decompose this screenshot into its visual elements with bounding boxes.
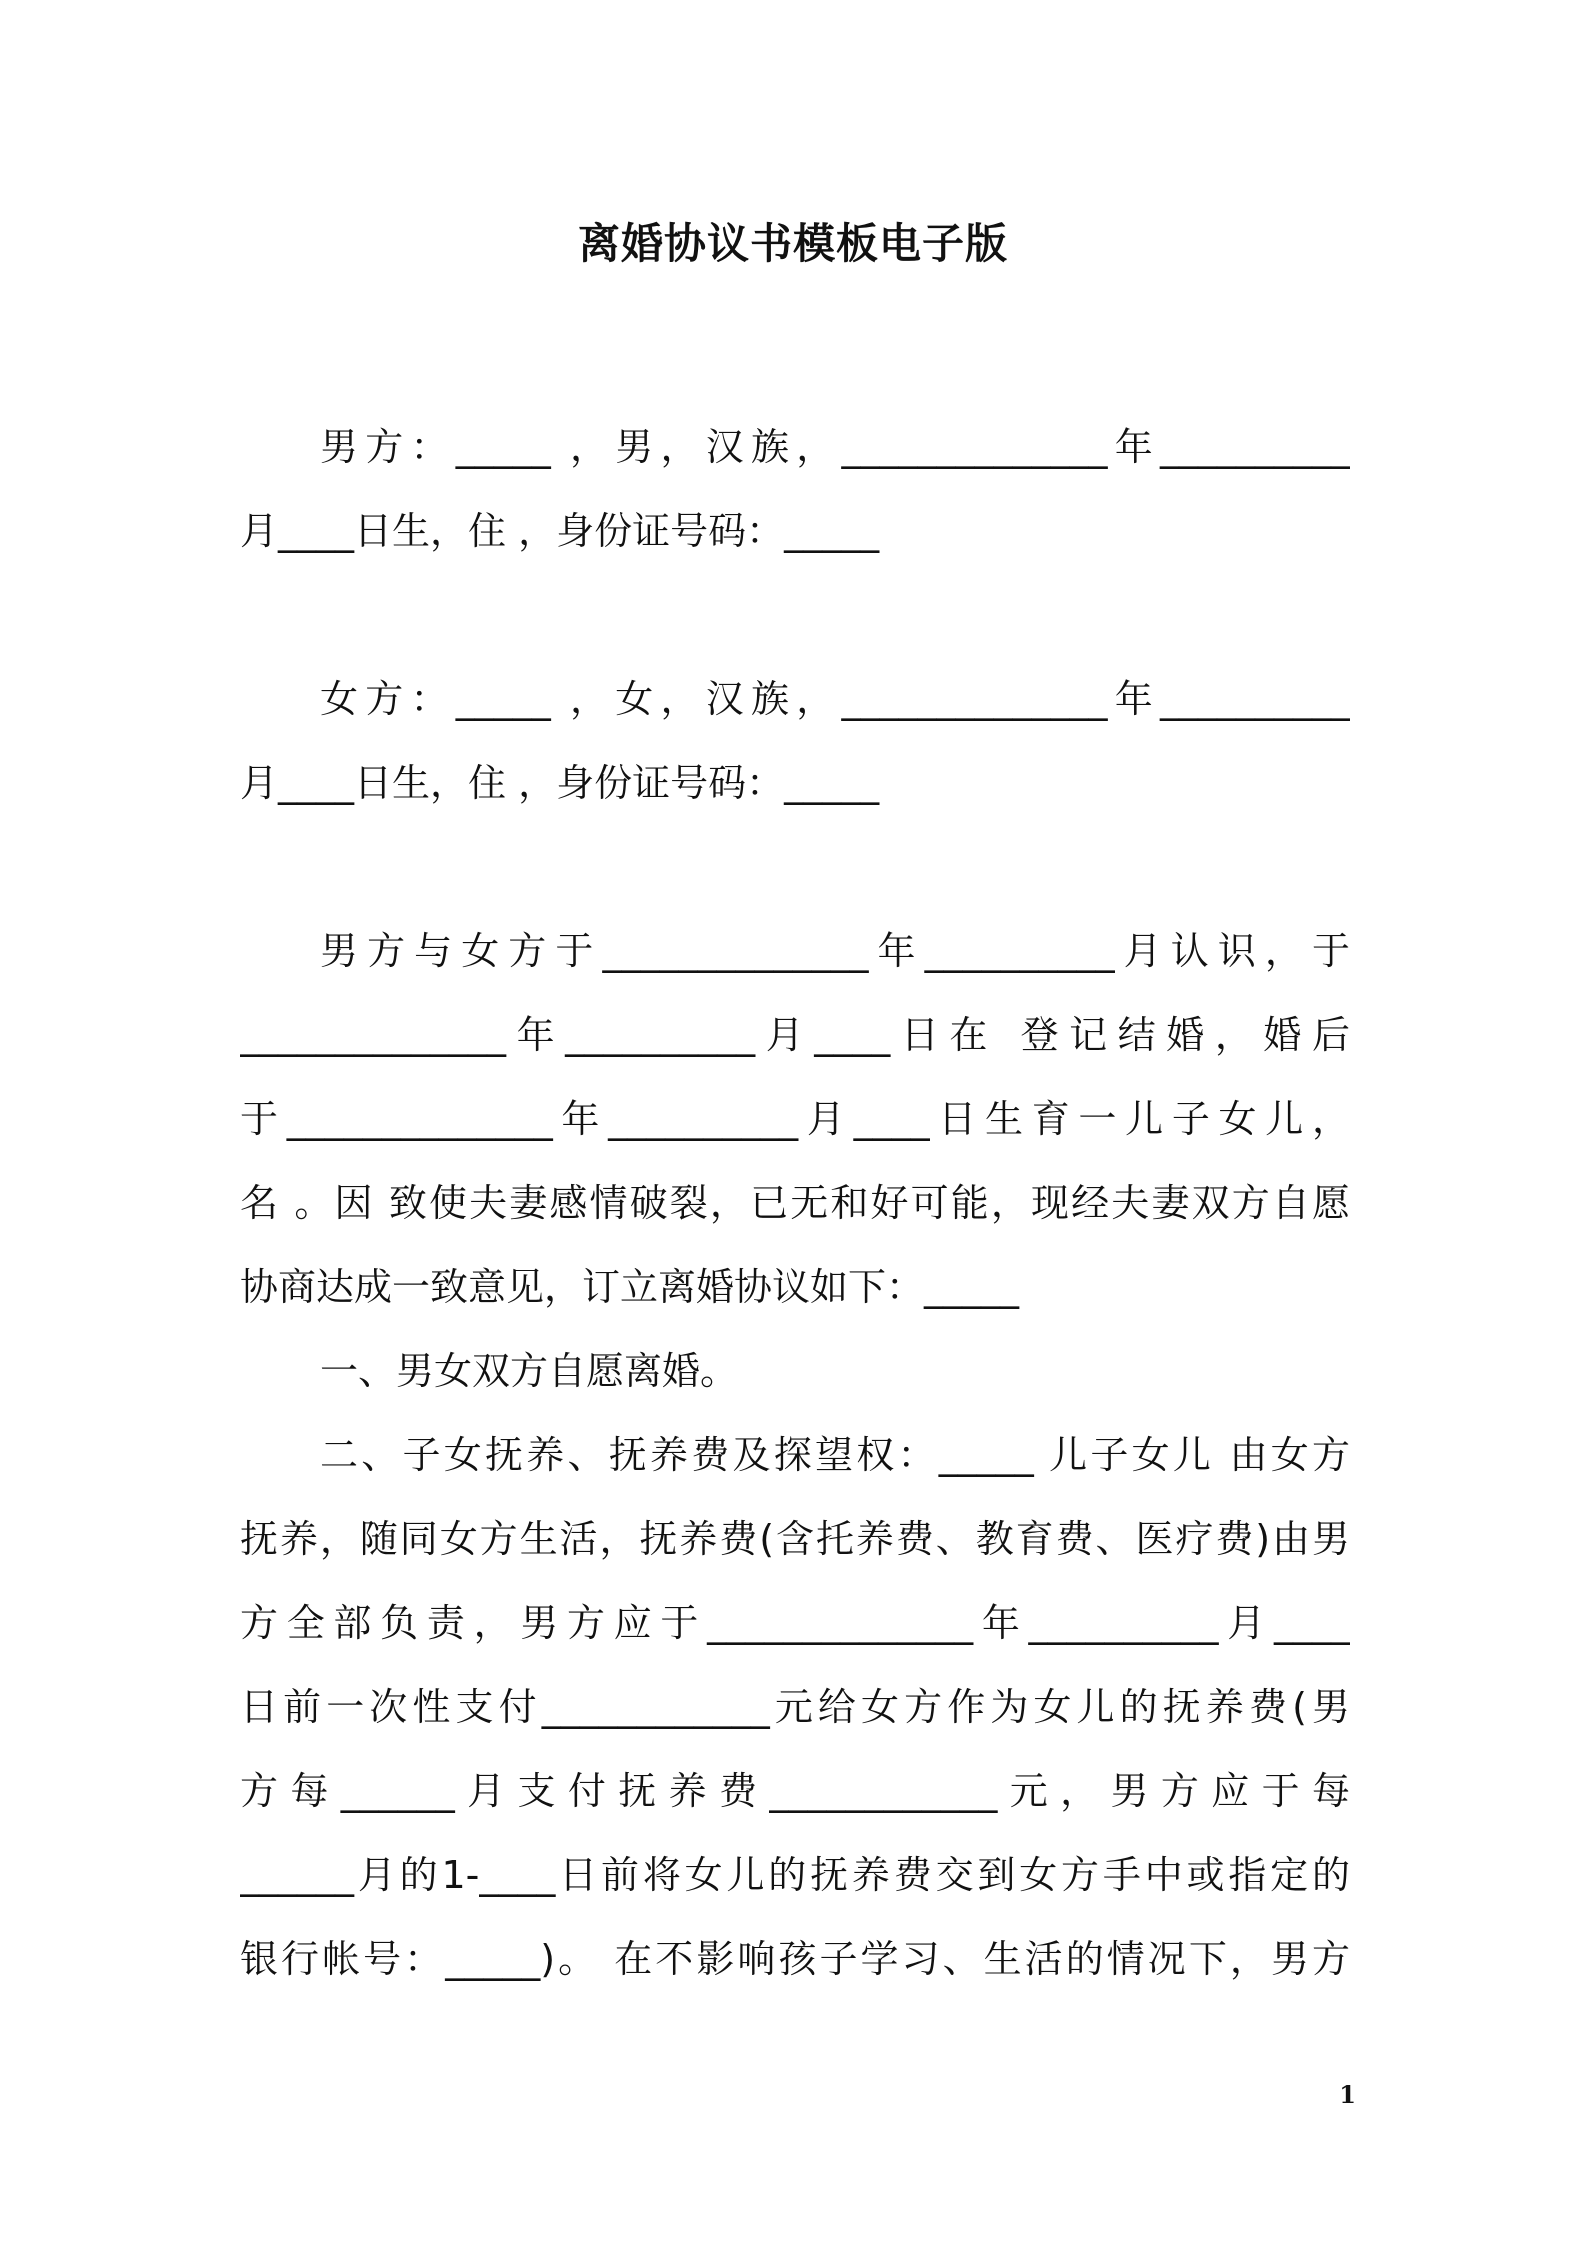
text-line: 名 。因 致使夫妻感情破裂，已无和好可能，现经夫妻双方自愿	[240, 1181, 1350, 1225]
text-line: 男方与女方于______________年__________月认识，于	[320, 929, 1350, 973]
text-line: ______________年__________月____日在 登记结婚，婚后	[240, 1013, 1350, 1057]
text-line: 于______________年__________月____日生育一儿子女儿，	[240, 1097, 1350, 1141]
document-body	[240, 405, 1350, 2001]
paragraph-clause-two	[240, 1413, 1350, 2001]
paragraph-female-party	[240, 657, 1350, 825]
text-line: 二、子女抚养、抚养费及探望权：_____ 儿子女儿 由女方	[320, 1433, 1350, 1477]
paragraph-clause-one	[240, 1329, 1350, 1413]
paragraph-spacer	[240, 573, 1350, 657]
text-line: 银行帐号：_____)。 在不影响孩子学习、生活的情况下，男方	[240, 1937, 1350, 1981]
text-line: 男方：_____ ，男，汉族，______________年__________	[320, 425, 1350, 469]
text-line: 日前一次性支付____________元给女方作为女儿的抚养费(男	[240, 1685, 1350, 1729]
text-line: 月____日生，住 ，身份证号码：_____	[240, 509, 880, 553]
page-number: 1	[1339, 2080, 1356, 2109]
text-line: 月____日生，住 ，身份证号码：_____	[240, 761, 880, 805]
text-line: 方每______月支付抚养费____________元，男方应于每	[240, 1769, 1350, 1813]
text-line: 协商达成一致意见，订立离婚协议如下：_____	[240, 1265, 1020, 1309]
text-line: 女方：_____ ，女，汉族，______________年__________	[320, 677, 1350, 721]
paragraph-male-party	[240, 405, 1350, 573]
paragraph-spacer	[240, 825, 1350, 909]
paragraph-background	[240, 909, 1350, 1329]
text-line: 方全部负责，男方应于______________年__________月____	[240, 1601, 1350, 1645]
text-line: 抚养，随同女方生活，抚养费(含托养费、教育费、医疗费)由男	[240, 1517, 1350, 1561]
text-line: 一、男女双方自愿离婚。	[320, 1349, 739, 1393]
document-title: 离婚协议书模板电子版	[577, 219, 1008, 268]
text-line: ______月的1-____日前将女儿的抚养费交到女方手中或指定的	[240, 1853, 1350, 1897]
